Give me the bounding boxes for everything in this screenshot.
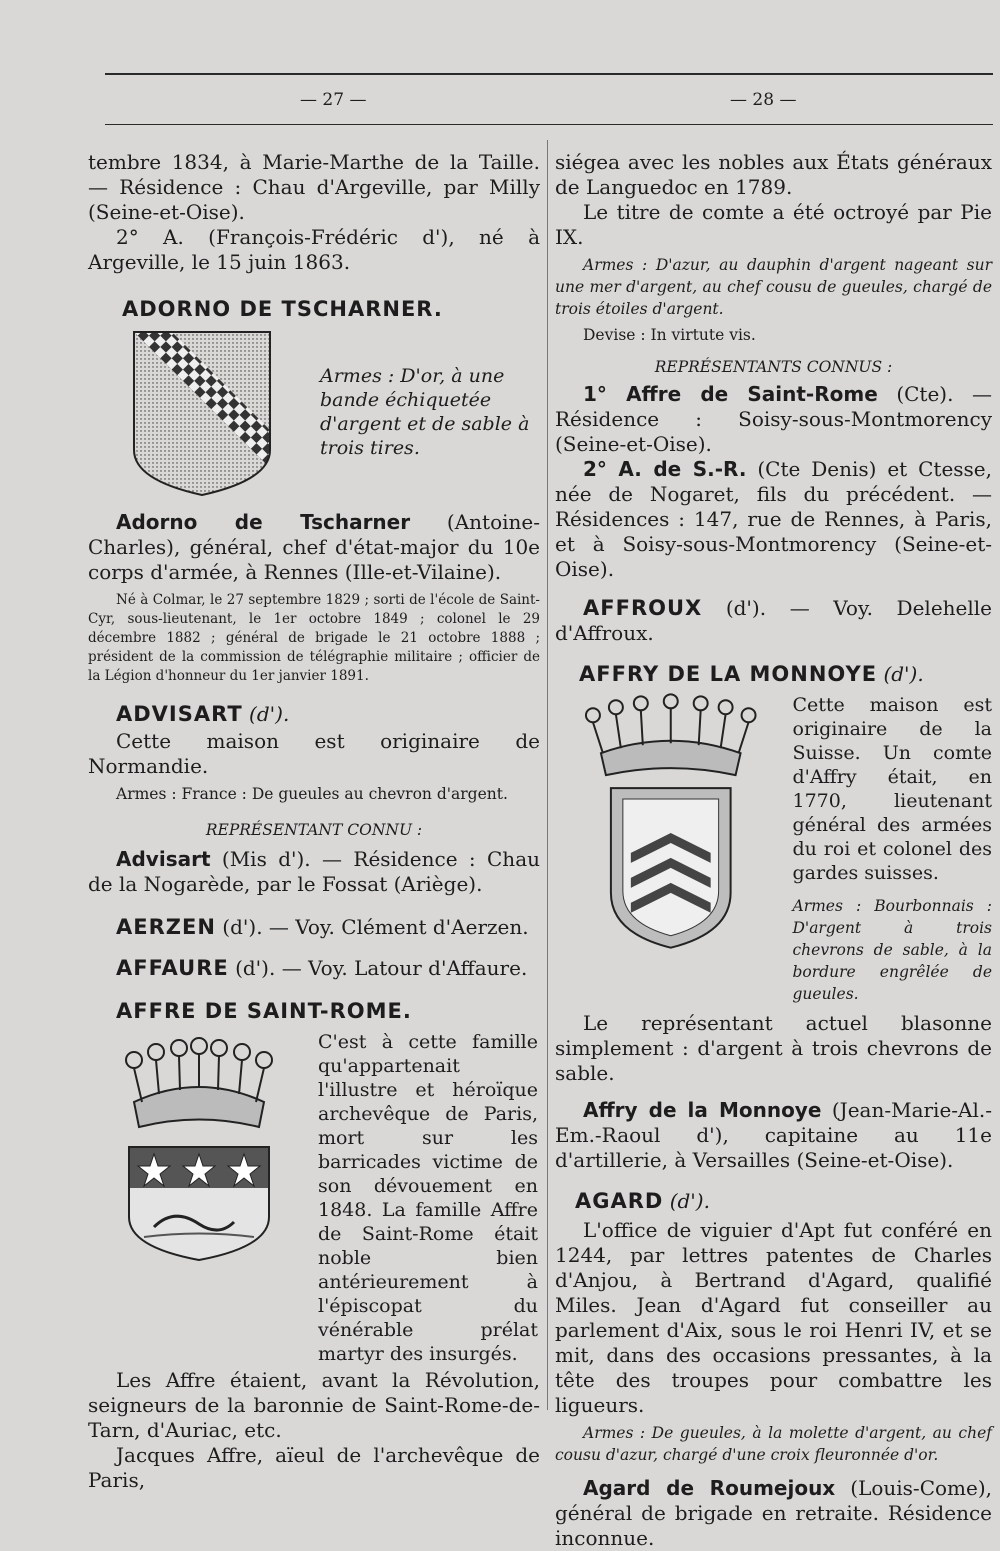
top-rule: [105, 73, 993, 75]
heading-adorno: ADORNO DE TSCHARNER.: [122, 297, 443, 321]
text-comte-title: Le titre de comte a été octroyé par Pie IX.: [555, 200, 992, 249]
column-divider: [547, 140, 548, 1410]
text-etats-generaux: siégea avec les nobles aux États généraux de Languedoc en 1789.: [555, 150, 992, 199]
adorno-arms: Armes : D'or, à une bande échiquetée d'argent et de sable à trois tires.: [320, 365, 530, 459]
agard-history: L'office de viguier d'Apt fut conféré en 1244, par lettres patentes de Charles d'Anjou, à Bertrand d'Agard, qualifié Miles. Jean d'Agard fut conseiller au parlement d'Aix, sous le roi Henri IV, et se mit, dans des occasions pressantes, à la tête des troupes pour combattre les ligueurs.: [555, 1218, 992, 1417]
header-rule: [105, 124, 993, 125]
affre-coat-of-arms-icon: [114, 1032, 284, 1262]
advisart-origin: Cette maison est originaire de Normandie.: [88, 729, 540, 778]
adorno-entry: Adorno de Tscharner (Antoine-Charles), général, chef d'état-major du 10e corps d'armée, à Rennes (Ille-et-Vilaine).: [88, 510, 540, 584]
page-number-right: — 28 —: [730, 90, 797, 110]
left-column: tembre 1834, à Marie-Marthe de la Taille. — Résidence : Chau d'Argeville, par Milly (Seine-et-Oise). 2° A. (François-Frédéric d'), né à Argeville, le 15 juin 1863. ADORNO DE TSCHARNER. Armes : D'or, à une bande échiquetée d'argent et de sable à trois tires. Adorno de Tscharner (Antoine-Charles), général, chef d'état-major du 10e corps d'armée, à Rennes (Ille-et-Vilaine). Né à Colmar, le 27 septembre 1829 ; sorti de l'école de Saint-Cyr, sous-lieutenant, le 1er octobre 1849 ; colonel le 29 décembre 1882 ; général de brigade le 21 octobre 1888 ; président de la commission de télégraphie militaire ; officier de la Légion d'honneur du 1er janvier 1891. ADVISART (d'). Cette maison est originaire de Normandie. Armes : France : De gueules au chevron d'argent. REPRÉSENTANT CONNU : Advisart (Mis d'). — Résidence : Chau de la Nogarède, par le Fossat (Ariège). AERZEN (d'). — Voy. Clément d'Aerzen. AFFAURE (d'). — Voy. Latour d'Affaure. AFFRE DE SAINT-ROME. C'est à cette famille qu'appartenait l'illustre et héroïque archevêque de Paris, mort sur les barricades victime de son dévouement en 1848. La famille Affre de Saint-Rome était noble bien antérieurement à l'épiscopat du vénérable prélat martyr des insurgés. Les Affre étaient, avant la Révolution, seigneurs de la baronnie de Saint-Rome-de-Tarn, d'Auriac, etc. Jacques Affre, aïeul de l'archevêque de Paris,: [88, 150, 540, 1492]
affre-motto: Devise : In virtute vis.: [583, 326, 756, 344]
adorno-biography: Né à Colmar, le 27 septembre 1829 ; sorti de l'école de Saint-Cyr, sous-lieutenant, le 1er octobre 1849 ; colonel le 29 décembre 1882 ; général de brigade le 21 octobre 1888 ; président de la commission de télégraphie militaire ; officier de la Légion d'honneur du 1er janvier 1891.: [88, 592, 540, 684]
affry-current: Le représentant actuel blasonne simplement : d'argent à trois chevrons de sable.: [555, 1011, 992, 1085]
affroux-entry: AFFROUX (d'). — Voy. Delehelle d'Affroux.: [555, 596, 992, 645]
right-column: siégea avec les nobles aux États généraux de Languedoc en 1789. Le titre de comte a été octroyé par Pie IX. Armes : D'azur, au dauphin d'argent nageant sur une mer d'argent, au chef cousu de gueules, chargé de trois étoiles d'argent. Devise : In virtute vis. REPRÉSENTANTS CONNUS : 1° Affre de Saint-Rome (Cte). — Résidence : Soisy-sous-Montmorency (Seine-et-Oise). 2° A. de S.-R. (Cte Denis) et Ctesse, née de Nogaret, fils du précédent. — Résidences : 147, rue de Rennes, à Paris, et à Soisy-sous-Montmorency (Seine-et-Oise). AFFROUX (d'). — Voy. Delehelle d'Affroux. AFFRY DE LA MONNOYE (d'). Cette maison est originaire de la Suisse. Un comte d'Affry était, en 1770, lieutenant général des armées du roi et colonel des gardes suisses. Armes : Bourbonnais : D'argent à trois chevrons de sable, à la bordure engrêlée de gueules. Le représentant actuel blasonne simplement : d'argent à trois chevrons de sable. Affry de la Monnoye (Jean-Marie-Al.-Em.-Raoul d'), capitaine au 11e d'artillerie, à Versailles (Seine-et-Oise). AGARD (d'). L'office de viguier d'Apt fut conféré en 1244, par lettres patentes de Charles d'Anjou, à Bertrand d'Agard, qualifié Miles. Jean d'Agard fut conseiller au parlement d'Aix, sous le roi Henri IV, et se mit, dans des occasions pressantes, à la tête des troupes pour combattre les ligueurs. Armes : De gueules, à la molette d'argent, au chef cousu d'azur, chargé d'une croix fleuronnée d'or. Agard de Roumejoux (Louis-Come), général de brigade en retraite. Résidence inconnue.: [555, 150, 993, 1550]
affry-coat-of-arms-icon: [571, 693, 771, 953]
affry-history: Cette maison est originaire de la Suisse. Un comte d'Affry était, en 1770, lieutenant général des armées du roi et colonel des gardes suisses.: [792, 694, 992, 884]
text-francois-frederic: 2° A. (François-Frédéric d'), né à Argeville, le 15 juin 1863.: [88, 225, 540, 274]
advisart-representative-heading: REPRÉSENTANT CONNU :: [205, 821, 423, 839]
affre-representatives-heading: REPRÉSENTANTS CONNUS :: [654, 358, 893, 376]
heading-affry: AFFRY DE LA MONNOYE: [579, 662, 878, 686]
affre-jacques: Jacques Affre, aïeul de l'archevêque de Paris,: [88, 1443, 540, 1492]
page-number-left: — 27 —: [300, 90, 367, 110]
heading-affre: AFFRE DE SAINT-ROME.: [116, 999, 412, 1023]
affre-representative-1: 1° Affre de Saint-Rome (Cte). — Résidence : Soisy-sous-Montmorency (Seine-et-Oise).: [555, 382, 992, 456]
affry-entry: Affry de la Monnoye (Jean-Marie-Al.-Em.-Raoul d'), capitaine au 11e d'artillerie, à Versailles (Seine-et-Oise).: [555, 1098, 993, 1172]
affre-representative-2: 2° A. de S.-R. (Cte Denis) et Ctesse, née de Nogaret, fils du précédent. — Résidences : 147, rue de Rennes, à Paris, et à Soisy-sous-Montmorency (Seine-et-Oise).: [555, 457, 992, 581]
adorno-coat-of-arms-icon: [132, 330, 282, 500]
affre-barony: Les Affre étaient, avant la Révolution, seigneurs de la baronnie de Saint-Rome-de-Tarn, d'Auriac, etc.: [88, 1368, 540, 1442]
text-tscharner-continued: tembre 1834, à Marie-Marthe de la Taille. — Résidence : Chau d'Argeville, par Milly (Seine-et-Oise).: [88, 150, 540, 224]
advisart-entry: Advisart (Mis d'). — Résidence : Chau de la Nogarède, par le Fossat (Ariège).: [88, 847, 540, 896]
aerzen-entry: AERZEN (d'). — Voy. Clément d'Aerzen.: [116, 915, 529, 939]
heading-agard: AGARD: [575, 1189, 664, 1213]
affre-history: C'est à cette famille qu'appartenait l'illustre et héroïque archevêque de Paris, mort sur les barricades victime de son dévouement en 1848. La famille Affre de Saint-Rome était noble bien antérieurement à l'épiscopat du vénérable prélat martyr des insurgés.: [318, 1031, 538, 1365]
affre-arms: Armes : D'azur, au dauphin d'argent nageant sur une mer d'argent, au chef cousu de gueules, chargé de trois étoiles d'argent.: [555, 256, 992, 318]
heading-advisart: ADVISART: [116, 702, 243, 726]
agard-entry: Agard de Roumejoux (Louis-Come), général de brigade en retraite. Résidence inconnue.: [555, 1476, 992, 1550]
affaure-entry: AFFAURE (d'). — Voy. Latour d'Affaure.: [116, 956, 528, 980]
agard-arms: Armes : De gueules, à la molette d'argent, au chef cousu d'azur, chargé d'une croix fleuronnée d'or.: [555, 1424, 992, 1464]
advisart-arms: Armes : France : De gueules au chevron d'argent.: [116, 785, 508, 803]
affry-arms: Armes : Bourbonnais : D'argent à trois chevrons de sable, à la bordure engrêlée de gueules.: [792, 897, 992, 1003]
